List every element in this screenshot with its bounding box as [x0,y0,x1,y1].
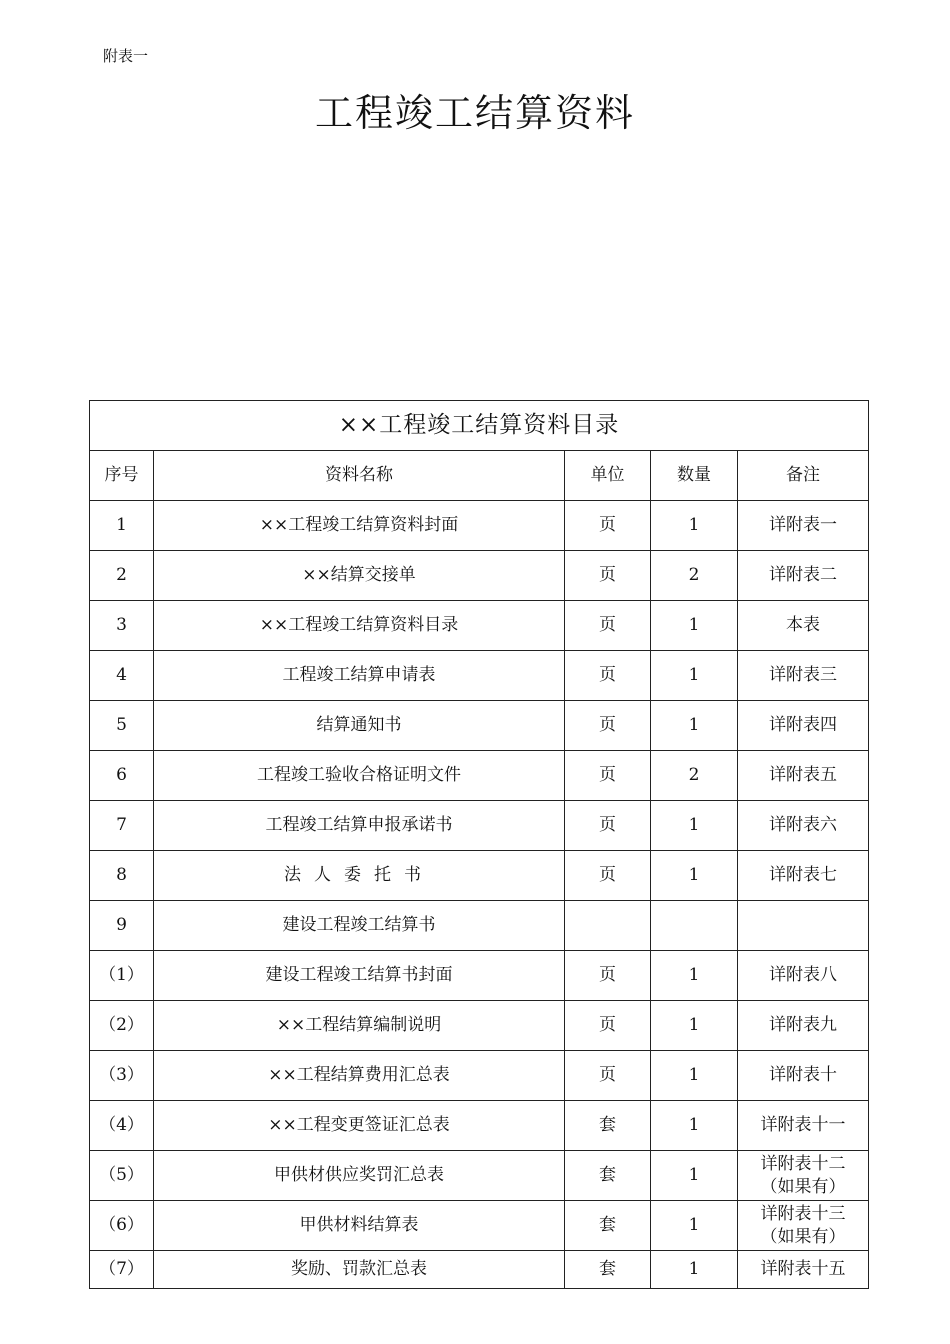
table-row [90,701,869,751]
row-note [738,1151,869,1201]
catalog-table [89,400,869,1289]
row-no: 5 [90,701,154,751]
row-note-line: 详附表十五 [760,1259,846,1280]
row-qty: 1 [651,1201,738,1251]
row-qty: 2 [651,551,738,601]
row-no: 1 [90,501,154,551]
row-note [738,1101,869,1151]
row-qty: 1 [651,1251,738,1289]
row-qty: 1 [651,601,738,651]
row-note [738,851,869,901]
row-unit: 页 [565,501,651,551]
row-note-line: 本表 [786,615,820,636]
row-note-line: 详附表七 [769,865,837,886]
catalog-title: ××工程竣工结算资料目录 [90,401,869,451]
row-qty: 1 [651,651,738,701]
row-name: 奖励、罚款汇总表 [154,1251,565,1289]
table-row [90,1051,869,1101]
row-name: 法人委托书 [154,851,565,901]
table-row [90,1101,869,1151]
row-note [738,1001,869,1051]
row-name: ××工程竣工结算资料封面 [154,501,565,551]
row-name: 结算通知书 [154,701,565,751]
row-unit: 页 [565,551,651,601]
row-no: 4 [90,651,154,701]
table-row [90,601,869,651]
row-qty: 1 [651,1101,738,1151]
table-row [90,801,869,851]
row-note [738,1201,869,1251]
row-note-line: 详附表六 [769,815,837,836]
row-unit: 页 [565,701,651,751]
row-note-sub: （如果有） [760,1176,846,1197]
row-qty: 1 [651,951,738,1001]
row-qty [651,901,738,951]
row-unit: 套 [565,1101,651,1151]
row-unit [565,901,651,951]
row-qty: 1 [651,701,738,751]
row-note [738,901,869,951]
header-row [90,451,869,501]
row-note [738,951,869,1001]
row-note [738,751,869,801]
row-note [738,701,869,751]
row-unit: 页 [565,751,651,801]
row-no: （2） [90,1001,154,1051]
row-no: （7） [90,1251,154,1289]
row-note [738,651,869,701]
row-note-line: 详附表十二 [760,1153,846,1174]
row-qty: 1 [651,801,738,851]
row-no: 8 [90,851,154,901]
row-no: 6 [90,751,154,801]
header-note: 备注 [738,451,869,501]
header-unit: 单位 [565,451,651,501]
row-unit: 页 [565,651,651,701]
table-row [90,1251,869,1289]
row-unit: 页 [565,1001,651,1051]
row-no: （3） [90,1051,154,1101]
row-name: ××工程结算编制说明 [154,1001,565,1051]
row-note-line: 详附表五 [769,765,837,786]
table-row [90,1151,869,1201]
row-name: 工程竣工结算申报承诺书 [154,801,565,851]
row-unit: 页 [565,601,651,651]
row-no: （4） [90,1101,154,1151]
row-unit: 页 [565,1051,651,1101]
header-qty: 数量 [651,451,738,501]
row-note [738,801,869,851]
table-row [90,901,869,951]
row-no: （1） [90,951,154,1001]
row-note-line: 详附表三 [769,665,837,686]
row-name: 建设工程竣工结算书 [154,901,565,951]
annex-label: 附表一 [103,47,149,65]
row-note-line: 详附表十一 [760,1115,846,1136]
table-row [90,551,869,601]
table-row [90,751,869,801]
row-no: 9 [90,901,154,951]
row-qty: 1 [651,1151,738,1201]
row-note [738,1051,869,1101]
row-qty: 1 [651,501,738,551]
row-note-line: 详附表九 [769,1015,837,1036]
row-note [738,601,869,651]
row-name: 工程竣工验收合格证明文件 [154,751,565,801]
row-name: ××工程竣工结算资料目录 [154,601,565,651]
document-title: 工程竣工结算资料 [314,91,635,135]
row-note [738,551,869,601]
row-no: 7 [90,801,154,851]
row-note-line: 详附表二 [769,565,837,586]
row-unit: 页 [565,801,651,851]
row-name: 工程竣工结算申请表 [154,651,565,701]
table-row [90,651,869,701]
row-note-line: 详附表四 [769,715,837,736]
row-name: 建设工程竣工结算书封面 [154,951,565,1001]
table-row [90,951,869,1001]
row-unit: 页 [565,951,651,1001]
row-note-line: 详附表八 [769,965,837,986]
row-no: 2 [90,551,154,601]
row-note-line: 详附表十三 [760,1203,846,1224]
row-qty: 1 [651,851,738,901]
row-name: 甲供材料结算表 [154,1201,565,1251]
table-row [90,851,869,901]
header-name: 资料名称 [154,451,565,501]
row-unit: 套 [565,1251,651,1289]
row-no: （5） [90,1151,154,1201]
row-note [738,501,869,551]
row-no: 3 [90,601,154,651]
row-note-sub: （如果有） [760,1226,846,1247]
row-name: ××工程结算费用汇总表 [154,1051,565,1101]
row-note [738,1251,869,1289]
row-name: 甲供材供应奖罚汇总表 [154,1151,565,1201]
table-row [90,1201,869,1251]
row-qty: 1 [651,1051,738,1101]
table-row [90,501,869,551]
table-row [90,1001,869,1051]
catalog-title-row [90,401,869,451]
row-note-line: 详附表十 [769,1065,837,1086]
header-no: 序号 [90,451,154,501]
row-unit: 套 [565,1201,651,1251]
row-unit: 页 [565,851,651,901]
row-note-line: 详附表一 [769,515,837,536]
row-name: ××工程变更签证汇总表 [154,1101,565,1151]
row-unit: 套 [565,1151,651,1201]
row-name: ××结算交接单 [154,551,565,601]
row-qty: 2 [651,751,738,801]
row-no: （6） [90,1201,154,1251]
row-qty: 1 [651,1001,738,1051]
